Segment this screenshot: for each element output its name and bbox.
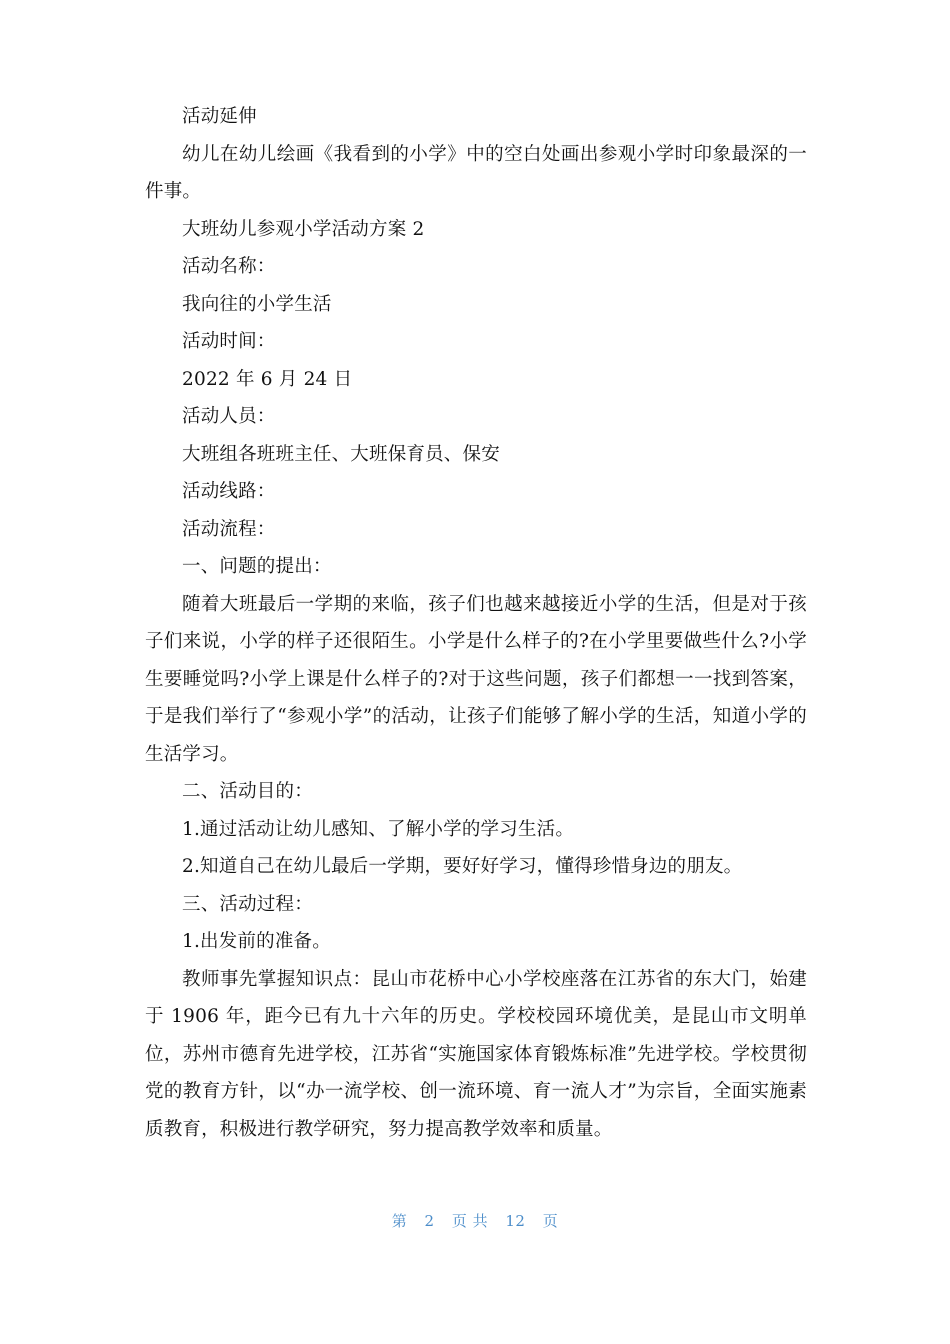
paragraph-activity-name: 我向往的小学生活 [182,293,332,315]
paragraph-process-1: 1.出发前的准备。 [182,931,331,952]
paragraph-activity-extension: 活动延伸 [182,106,257,127]
paragraph-extension-content: 幼儿在幼儿绘画《我看到的小学》中的空白处画出参观小学时印象最深的一件事。 [145,143,807,202]
section-heading-problem: 一、问题的提出： [182,556,332,577]
document-body [145,98,807,1148]
paragraph-activity-name-label: 活动名称： [182,256,276,277]
paragraph-activity-staff: 大班组各班班主任、大班保育员、保安 [182,443,500,465]
footer-prefix: 第 [391,1212,408,1230]
paragraph-activity-time-label: 活动时间： [182,331,276,352]
footer-current-page: 2 [424,1212,435,1230]
paragraph-activity-flow-label: 活动流程： [182,518,276,540]
page-footer [0,1210,950,1231]
paragraph-plan-title: 大班幼儿参观小学活动方案 2 [182,218,425,240]
paragraph-activity-staff-label: 活动人员： [182,406,276,427]
paragraph-activity-route-label: 活动线路： [182,481,276,502]
footer-total-pages: 12 [505,1212,526,1230]
footer-middle: 页 共 [451,1212,489,1230]
paragraph-purpose-2: 2.知道自己在幼儿最后一学期，要好好学习，懂得珍惜身边的朋友。 [182,856,743,877]
paragraph-activity-date: 2022 年 6 月 24 日 [182,368,353,390]
paragraph-problem-content: 随着大班最后一学期的来临，孩子们也越来越接近小学的生活，但是对于孩子们来说，小学的样子还很陌生。小学是什么样子的?在小学里要做些什么?小学生要睡觉吗?小学上课是什么样子的?对于这些问题，孩子们都想一一找到答案，于是我们举行了“参观小学”的活动，让孩子们能够了解小学的生活，知道小学的生活学习。 [145,593,807,765]
paragraph-purpose-1: 1.通过活动让幼儿感知、了解小学的学习生活。 [182,818,575,840]
footer-suffix: 页 [542,1212,559,1230]
paragraph-teacher-knowledge: 教师事先掌握知识点：昆山市花桥中心小学校座落在江苏省的东大门，始建于 1906 年，距今已有九十六年的历史。学校校园环境优美，是昆山市文明单位，苏州市德育先进学校，江苏省“实施国家体育锻炼标准”先进学校。学校贯彻党的教育方针，以“办一流学校、创一流环境、育一流人才”为宗旨，全面实施素质教育，积极进行教学研究，努力提高教学效率和质量。 [145,968,807,1140]
section-heading-purpose: 二、活动目的： [182,781,313,802]
section-heading-process: 三、活动过程： [182,893,313,915]
